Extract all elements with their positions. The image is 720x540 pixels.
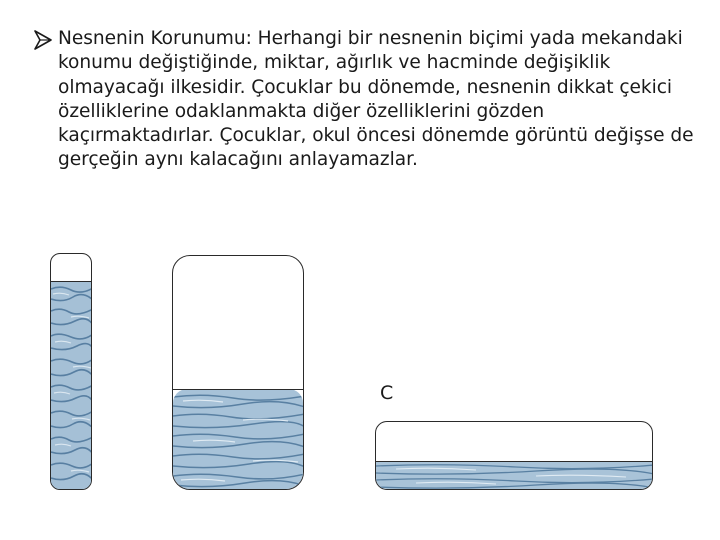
container-label-c: C xyxy=(380,382,394,404)
water-surface-tall xyxy=(51,281,91,282)
water-fill-flat xyxy=(376,461,652,489)
water-fill-tall xyxy=(51,281,91,489)
tall-narrow-container xyxy=(50,253,92,490)
water-fill-medium xyxy=(173,389,303,489)
water-surface-flat xyxy=(376,461,652,462)
wide-medium-container xyxy=(172,255,304,490)
wide-flat-container xyxy=(375,421,653,490)
water-surface-medium xyxy=(173,389,303,390)
bullet-paragraph: Nesnenin Korunumu: Herhangi bir nesnenin biçimi yada mekandaki konumu değiştiğinde, miktar, ağırlık ve hacminde değişiklik olmayacağı ilkesidir. Çocuklar bu dönemde, nesnenin dikkat çekici özelliklerine odaklanmakta diğer özelliklerini gözden kaçırmaktadırlar. Çocuklar, okul öncesi dönemde görüntü değişse de gerçeğin aynı kalacağını anlayamazlar. xyxy=(58,28,694,171)
arrow-bullet-icon xyxy=(34,30,52,50)
